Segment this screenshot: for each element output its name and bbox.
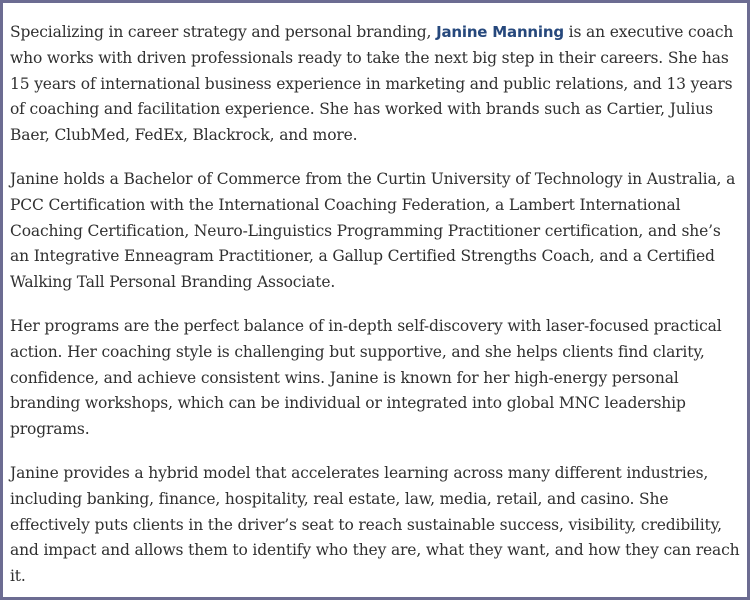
bio-card — [3, 3, 747, 597]
bio-paragraph-1 — [10, 20, 743, 149]
bio-paragraph-2: Janine holds a Bachelor of Commerce from the Curtin University of Technology in Australia, a PCC Certification with the International Coaching Federation, a Lambert International Coaching Certification, Neuro-Linguistics Programming Practitioner certification, and she’s an Integrative Enneagram Practitioner, a Gallup Certified Strengths Coach, and a Certified Walking Tall Personal Branding Associate. — [10, 169, 736, 292]
bio-paragraph-1-intro: Specializing in career strategy and personal branding, — [10, 23, 437, 41]
bio-paragraph-1-rest: is an executive coach who works with driven professionals ready to take the next big step in their careers. She has 15 years of international business experience in marketing and public relations, and 13 years of coaching and facilitation experience. She has worked with brands such as Cartier, Julius Baer, ClubMed, FedEx, Blackrock, and more. — [10, 23, 734, 145]
bio-paragraph-4: Janine provides a hybrid model that accelerates learning across many different industries, including banking, finance, hospitality, real estate, law, media, retail, and casino. She effectively puts clients in the driver’s seat to reach sustainable success, visibility, credibility, and impact and allows them to identify who they are, what they want, and how they can reach it. — [10, 463, 740, 586]
bio-paragraph-3: Her programs are the perfect balance of in-depth self-discovery with laser-focused practical action. Her coaching style is challenging but supportive, and she helps clients find clarity, confidence, and achieve consistent wins. Janine is known for her high-energy personal branding workshops, which can be individual or integrated into global MNC leadership programs. — [10, 316, 722, 439]
janine-manning-link[interactable]: Janine Manning — [436, 23, 564, 41]
